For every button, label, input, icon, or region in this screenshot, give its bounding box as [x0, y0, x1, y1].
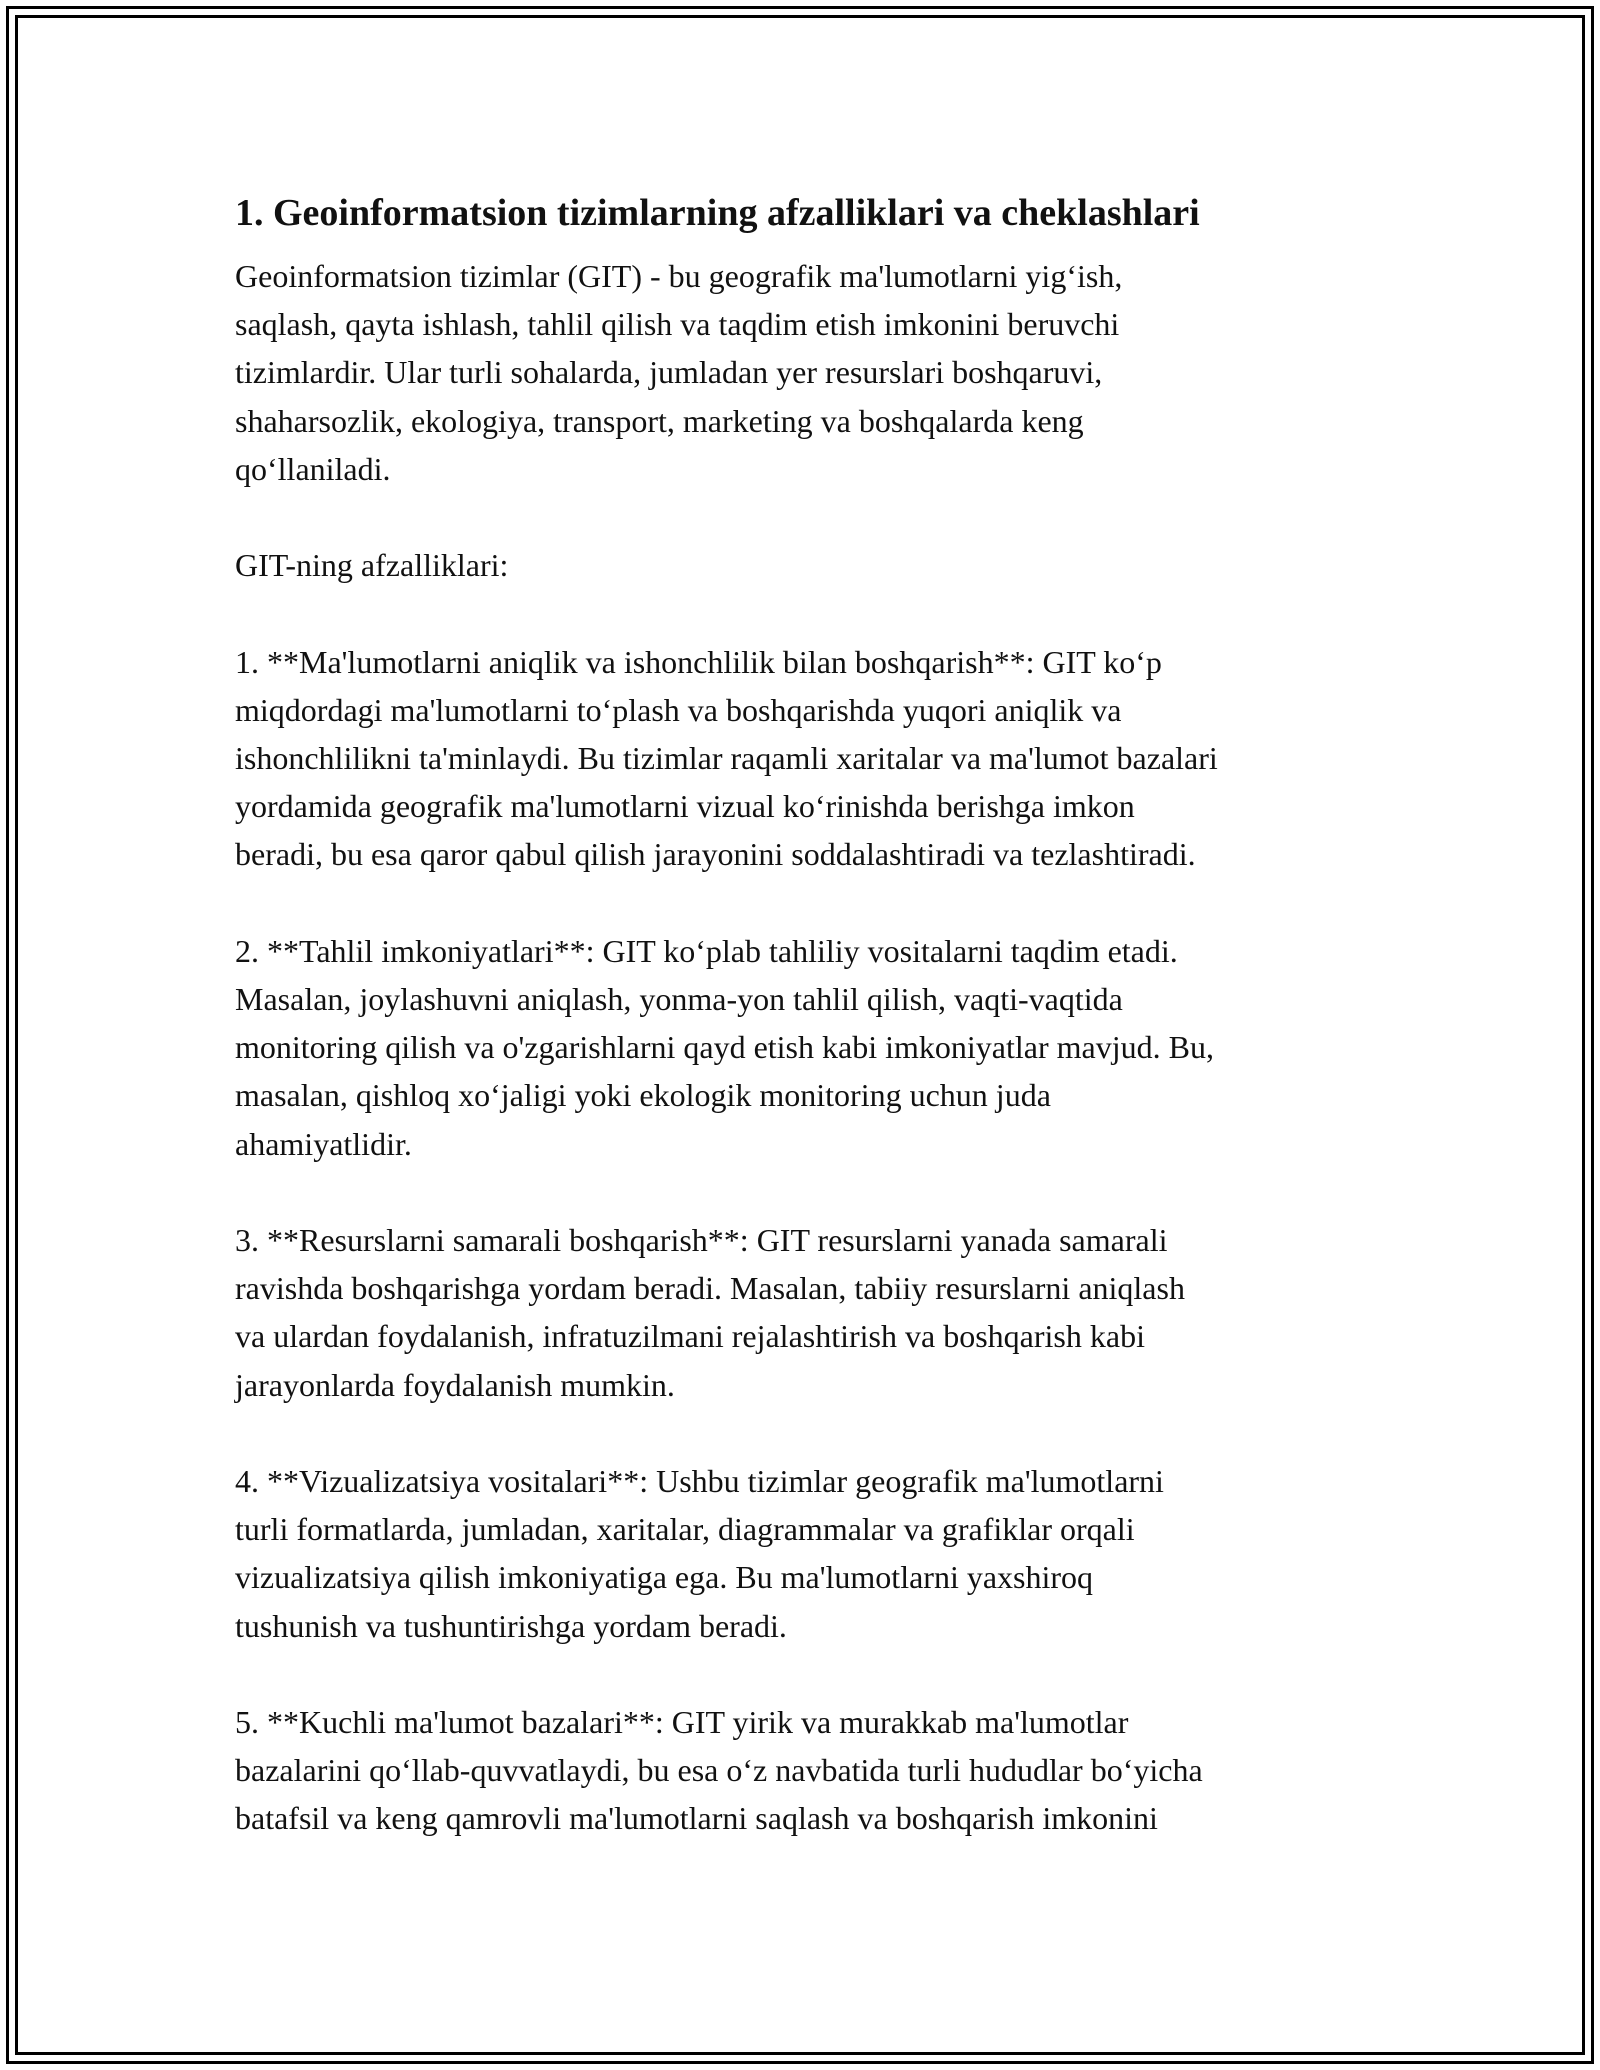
list-item-5: 5. **Kuchli ma'lumot bazalari**: GIT yirik va murakkab ma'lumotlar bazalarini qo‘llab-quvvatlaydi, bu esa o‘z navbatida turli hududlar bo‘yicha batafsil va keng qamrovli ma'lumotlarni saqlash va boshqarish imkonini	[235, 1704, 1203, 1837]
document-title: 1. Geoinformatsion tizimlarning afzalliklari va cheklashlari	[235, 192, 1200, 234]
advantages-heading: GIT-ning afzalliklari:	[235, 547, 509, 584]
list-item-1: 1. **Ma'lumotlarni aniqlik va ishonchlilik bilan boshqarish**: GIT ko‘p miqdordagi ma'lumotlarni to‘plash va boshqarishda yuqori aniqlik va ishonchlilikni ta'minlaydi. Bu tizimlar raqamli xaritalar va ma'lumot bazalari yordamida geografik ma'lumotlarni vizual ko‘rinishda berishga imkon beradi, bu esa qaror qabul qilish jarayonini soddalashtiradi va tezlashtiradi.	[235, 643, 1218, 873]
intro-paragraph: Geoinformatsion tizimlar (GIT) - bu geografik ma'lumotlarni yig‘ish, saqlash, qayta ishlash, tahlil qilish va taqdim etish imkonini beruvchi tizimlardir. Ular turli sohalarda, jumladan yer resurslari boshqaruvi, shaharsozlik, ekologiya, transport, marketing va boshqalarda keng qo‘llaniladi.	[235, 258, 1123, 487]
list-item-2: 2. **Tahlil imkoniyatlari**: GIT ko‘plab tahliliy vositalarni taqdim etadi. Masalan, joylashuvni aniqlash, yonma-yon tahlil qilish, vaqti-vaqtida monitoring qilish va o'zgarishlarni qayd etish kabi imkoniyatlar mavjud. Bu, masalan, qishloq xo‘jaligi yoki ekologik monitoring uchun juda ahamiyatlidir.	[235, 932, 1214, 1162]
list-item-3: 3. **Resurslarni samarali boshqarish**: GIT resurslarni yanada samarali ravishda boshqarishga yordam beradi. Masalan, tabiiy resurslarni aniqlash va ulardan foydalanish, infratuzilmani rejalashtirish va boshqarish kabi jarayonlarda foydalanish mumkin.	[235, 1222, 1185, 1403]
list-item-4: 4. **Vizualizatsiya vositalari**: Ushbu tizimlar geografik ma'lumotlarni turli formatlarda, jumladan, xaritalar, diagrammalar va grafiklar orqali vizualizatsiya qilish imkoniyatiga ega. Bu ma'lumotlarni yaxshiroq tushunish va tushuntirishga yordam beradi.	[235, 1463, 1164, 1644]
document-body	[235, 188, 1385, 1843]
